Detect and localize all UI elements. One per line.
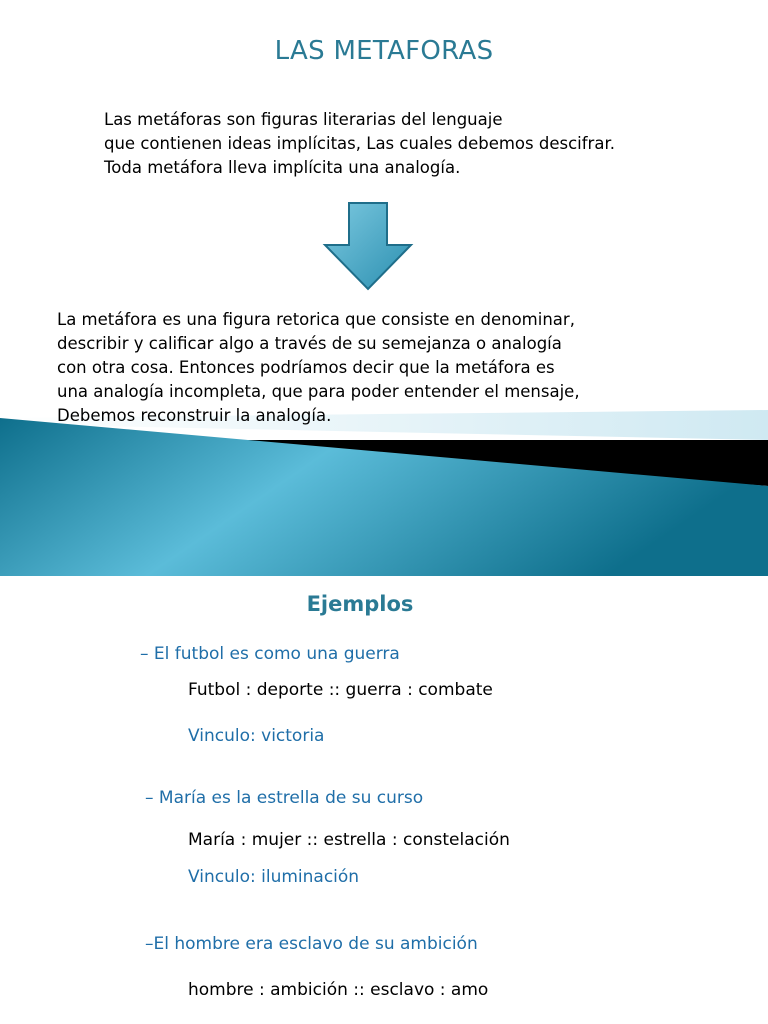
example-title: –El hombre era esclavo de su ambición — [145, 934, 478, 954]
definition-paragraph: Las metáforas son figuras literarias del lenguaje que contienen ideas implícitas, Las cuales debemos descifrar. Toda metáfora lleva implícita una analogía. — [104, 110, 615, 177]
example-analogy: María : mujer :: estrella : constelación — [188, 830, 510, 850]
explanation-paragraph: La metáfora es una figura retorica que consiste en denominar, describir y calificar algo a través de su semejanza o analogía con otra cosa. Entonces podríamos decir que la metáfora es una analogía incompleta, que para poder entender el mensaje, Debemos reconstruir la analogía. — [57, 310, 580, 425]
example-analogy: Futbol : deporte :: guerra : combate — [188, 680, 493, 700]
example-title: – María es la estrella de su curso — [145, 788, 424, 808]
down-arrow-icon — [322, 201, 414, 291]
example-link: Vinculo: iluminación — [188, 867, 360, 887]
examples-heading: Ejemplos — [306, 592, 414, 616]
slide-ejemplos — [0, 576, 768, 1024]
example-analogy: hombre : ambición :: esclavo : amo — [188, 980, 489, 1000]
example-link: Vinculo: victoria — [188, 726, 325, 746]
example-title: – El futbol es como una guerra — [140, 644, 400, 664]
slide-title: LAS METAFORAS — [274, 36, 494, 66]
